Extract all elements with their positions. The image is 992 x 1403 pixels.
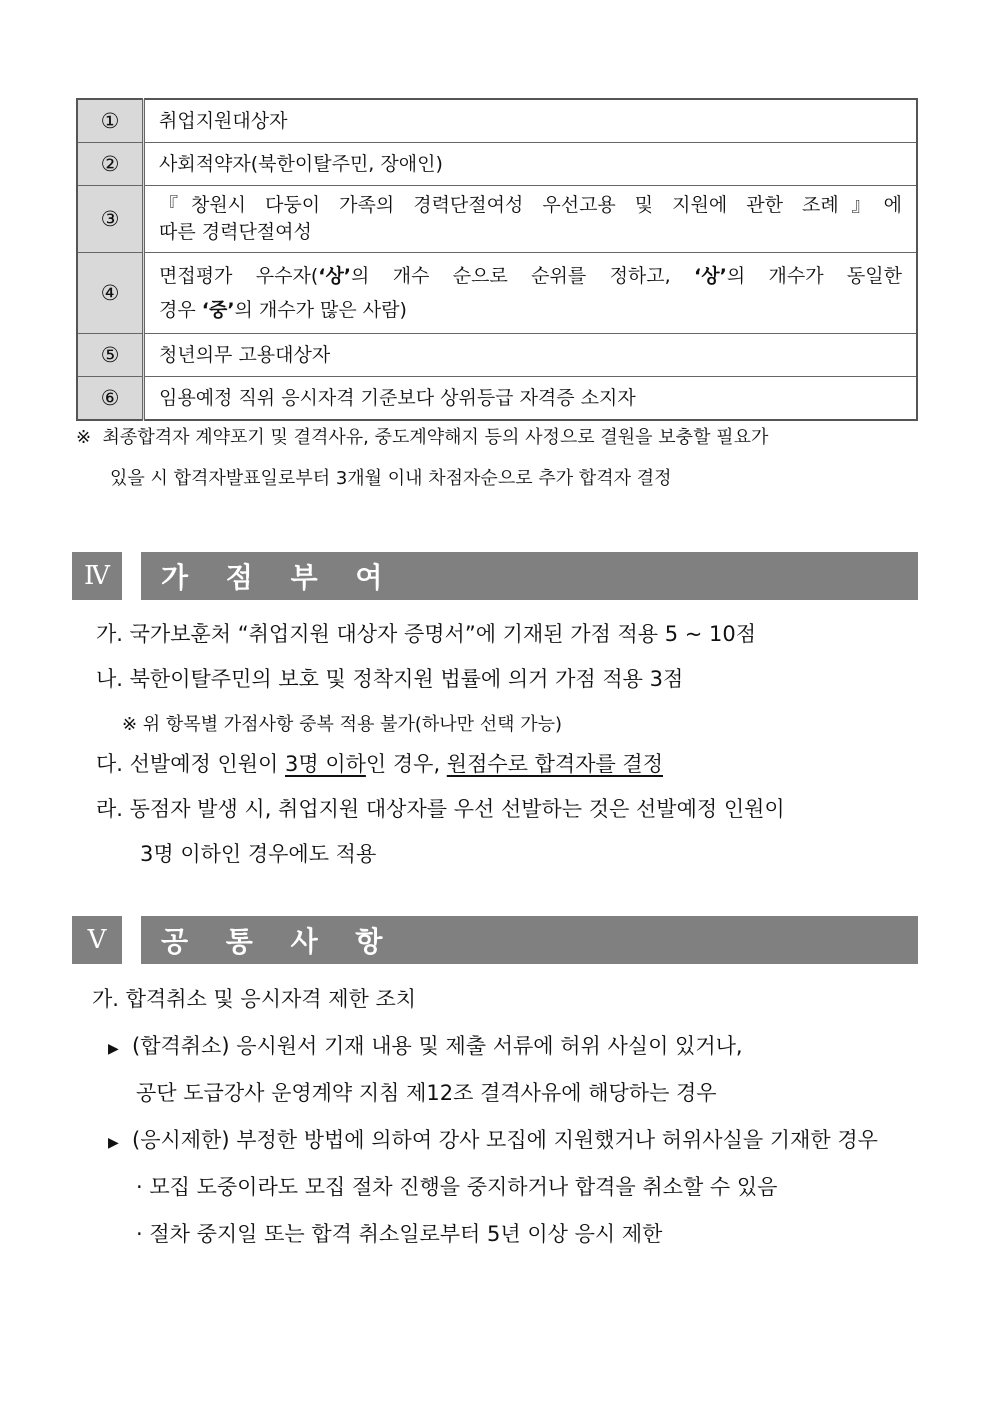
row-text-line: [159, 293, 902, 327]
table-row: [77, 143, 917, 186]
underlined-text: 원점수로 합격자를 결정: [446, 752, 664, 776]
list-note: ※ 위 항목별 가점사항 중복 적용 불가(하나만 선택 가능): [122, 714, 563, 735]
priority-table: [76, 98, 918, 421]
row-number: ⑥: [77, 377, 144, 421]
row-text: 임용예정 직위 응시자격 기준보다 상위등급 자격증 소지자: [144, 377, 918, 421]
note-line: 최종합격자 계약포기 및 결격사유, 중도계약해지 등의 사정으로 결원을 보충할 필요가: [102, 427, 769, 448]
triangle-bullet-icon: ▶: [108, 1135, 119, 1151]
list-item: 가. 국가보훈처 “취업지원 대상자 증명서”에 기재된 가점 적용 5 ~ 10점: [96, 622, 757, 646]
bullet-item: [108, 1030, 743, 1060]
triangle-bullet-icon: ▶: [108, 1041, 119, 1057]
list-item: 나. 북한이탈주민의 보호 및 정착지원 법률에 의거 가점 적용 3점: [96, 667, 684, 691]
table-row: [77, 99, 917, 143]
row-number: ③: [77, 186, 144, 253]
bullet-item: [108, 1124, 878, 1154]
row-number: ①: [77, 99, 144, 143]
sub-item: · 모집 도중이라도 모집 절차 진행을 중지하거나 합격을 취소할 수 있음: [136, 1175, 778, 1199]
table-note: [76, 426, 768, 450]
underlined-text: 3명 이하: [285, 752, 366, 776]
bullet-text: (응시제한) 부정한 방법에 의하여 강사 모집에 지원했거나 허위사실을 기재한 경우: [132, 1128, 878, 1152]
table-row: [77, 377, 917, 421]
text-fragment: 의 개수 순으로 순위를 정하고,: [351, 265, 695, 287]
text-fragment: 인 경우,: [365, 752, 447, 776]
list-item: [96, 748, 663, 778]
section-number: Ⅴ: [72, 916, 122, 964]
bullet-text: (합격취소) 응시원서 기재 내용 및 제출 서류에 허위 사실이 있거나,: [132, 1034, 743, 1058]
row-number: ④: [77, 253, 144, 334]
row-text-line: 『창원시 다둥이 가족의 경력단절여성 우선고용 및 지원에 관한 조례』에: [159, 194, 902, 216]
row-number: ⑤: [77, 334, 144, 377]
bold-fragment: ‘중’: [201, 299, 235, 321]
bold-fragment: ‘상’: [318, 265, 352, 287]
text-fragment: 의 개수가 동일한: [726, 265, 902, 287]
row-text: 취업지원대상자: [144, 99, 918, 143]
section-title: 공 통 사 항: [141, 916, 918, 964]
sub-item: · 절차 중지일 또는 합격 취소일로부터 5년 이상 응시 제한: [136, 1222, 663, 1246]
bullet-item-continued: 공단 도급강사 운영계약 지침 제12조 결격사유에 해당하는 경우: [136, 1081, 717, 1105]
row-text: 사회적약자(북한이탈주민, 장애인): [144, 143, 918, 186]
note-line: 있을 시 합격자발표일로부터 3개월 이내 차점자순으로 추가 합격자 결정: [110, 468, 672, 489]
row-text: [144, 253, 918, 334]
table-row: [77, 334, 917, 377]
list-item: 라. 동점자 발생 시, 취업지원 대상자를 우선 선발하는 것은 선발예정 인원이: [96, 797, 785, 821]
bold-fragment: ‘상’: [694, 265, 727, 287]
note-mark: ※: [76, 427, 92, 448]
row-text-line: 따른 경력단절여성: [159, 221, 312, 243]
row-number: ②: [77, 143, 144, 186]
text-fragment: 경우: [159, 299, 202, 321]
row-text: 청년의무 고용대상자: [144, 334, 918, 377]
table-row: [77, 186, 917, 253]
list-item-continued: 3명 이하인 경우에도 적용: [140, 842, 377, 866]
row-text: [144, 186, 918, 253]
text-fragment: 다. 선발예정 인원이: [96, 752, 285, 776]
list-item: 가. 합격취소 및 응시자격 제한 조치: [92, 987, 417, 1011]
section-title: 가 점 부 여: [141, 552, 918, 600]
table-row: [77, 253, 917, 334]
row-text-line: [159, 259, 902, 293]
text-fragment: 의 개수가 많은 사람): [234, 299, 407, 321]
section-number: Ⅳ: [72, 552, 122, 600]
text-fragment: 면접평가 우수자(: [159, 265, 319, 287]
